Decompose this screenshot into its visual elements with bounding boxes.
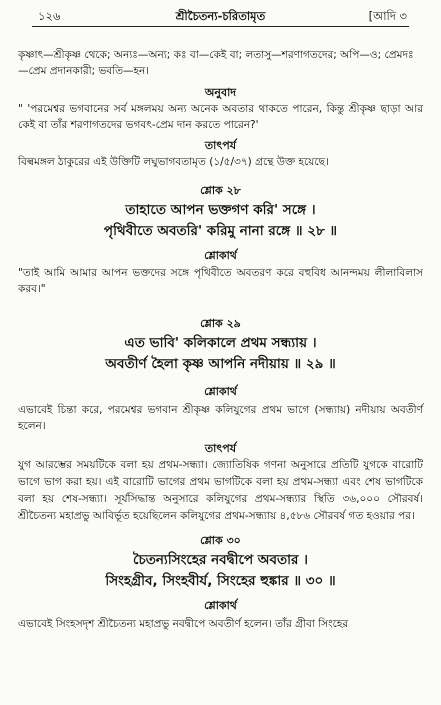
translation-heading: অনুবাদ bbox=[204, 86, 237, 99]
verse-29-purport: যুগ আরম্ভের সময়টিকে বলা হয় প্রথম-সন্ধ্যা। জ্যোতিষিক গণনা অনুসারে প্রতিটি যুগকে বারোটি ভাগে ভাগ করা হয়। এই বারোটি ভাগের প্রথম ভাগটিকে বলা হয় প্রথম-সন্ধ্যা এবং শেষ ভাগটিকে বলা হয় শেষ-সন্ধ্যা। সূর্যসিদ্ধান্ত অনুসারে কলিযুগের প্রথম-সন্ধ্যার স্থিতি ৩৬,০০০ সৌরবর্ষ। শ্রীচৈতন্য মহাপ্রভু আবির্ভূত হয়েছিলেন কলিযুগের প্রথম-সন্ধ্যায় ৪,৫৮৬ সৌরবর্ষ গত হওয়ার পর। bbox=[18, 459, 423, 522]
verse-28-line-2: পৃথিবীতে অবতরি' করিমু নানা রঙ্গে ॥ ২৮ ॥ bbox=[103, 223, 338, 239]
verse-28-translation: "তাই আমি আমার আপন ভক্তদের সঙ্গে পৃথিবীতে অবতরণ করে বহুবিধ আনন্দময় লীলাবিলাস করব।" bbox=[18, 267, 423, 295]
verse-29-translation-heading: শ্লোকার্থ bbox=[204, 385, 237, 398]
verse-29-translation: এভাবেই চিন্তা করে, পরমেশ্বর ভগবান শ্রীকৃষ্ণ কলিযুগের প্রথম ভাগে (সন্ধ্যায়) নদীয়ায় অবতীর্ণ হলেন। bbox=[18, 404, 423, 432]
verse-28-line-1: তাহাতে আপন ভক্তগণ করি' সঙ্গে । bbox=[125, 202, 316, 218]
verse-29-heading: শ্লোক ২৯ bbox=[200, 317, 241, 330]
verse-30-translation-heading: শ্লোকার্থ bbox=[204, 599, 237, 612]
book-title: শ্রীচৈতন্য-চরিতামৃত bbox=[175, 9, 266, 23]
verse-29-purport-heading: তাৎপর্য bbox=[204, 442, 237, 455]
verse-30 bbox=[18, 550, 423, 592]
chapter-label: [আদি ৩ bbox=[368, 9, 407, 23]
verse-28-heading: শ্লোক ২৮ bbox=[200, 184, 241, 197]
verse-30-translation: এভাবেই সিংহসদৃশ শ্রীচৈতন্য মহাপ্রভু নবদ্বীপে অবতীর্ণ হলেন। তাঁর গ্রীবা সিংহের bbox=[18, 618, 349, 630]
verse-30-heading: শ্লোক ৩০ bbox=[200, 534, 241, 547]
word-meanings: কৃষ্ণাৎ—শ্রীকৃষ্ণ থেকে; অন্যঃ—অন্য; কঃ বা—কেই বা; লতাসু—শরণাগতদের; অপি—ও; প্রেমদঃ—প্রেম প্রদানকারী; ভবতি—হন। bbox=[18, 49, 414, 77]
running-header bbox=[18, 0, 423, 30]
purport-heading: তাৎপর্য bbox=[204, 139, 237, 152]
verse-29-line-2: অবতীর্ণ হৈলা কৃষ্ণ আপনি নদীয়ায় ॥ ২৯ ॥ bbox=[105, 356, 336, 372]
verse-30-line-2: সিংহগ্রীব, সিংহবীর্য, সিংহের হুঙ্কার ॥ ৩০ ॥ bbox=[105, 573, 336, 589]
verse-28-translation-heading: শ্লোকার্থ bbox=[204, 249, 237, 262]
verse-29 bbox=[18, 333, 423, 375]
header-rule bbox=[32, 26, 409, 27]
purport-text: বিল্বমঙ্গল ঠাকুরের এই উক্তিটি লঘুভাগবতামৃত (১/৫/৩৭) গ্রন্থে উক্ত হয়েছে। bbox=[18, 156, 329, 168]
verse-28 bbox=[18, 200, 423, 242]
verse-29-line-1: এত ভাবি' কলিকালে প্রথম সন্ধ্যায় । bbox=[124, 335, 317, 351]
page-number: ১২৬ bbox=[38, 9, 61, 23]
translation-text: " 'পরমেশ্বর ভগবানের সর্ব মঙ্গলময় অন্য অনেক অবতার থাকতে পারেন, কিন্তু শ্রীকৃষ্ণ ছাড়া আর কেই বা তাঁর শরণাগতদের ভগবৎ-প্রেম দান করতে পারেন?' bbox=[18, 103, 423, 131]
verse-30-line-1: চৈতন্যসিংহের নবদ্বীপে অবতার । bbox=[132, 552, 309, 568]
